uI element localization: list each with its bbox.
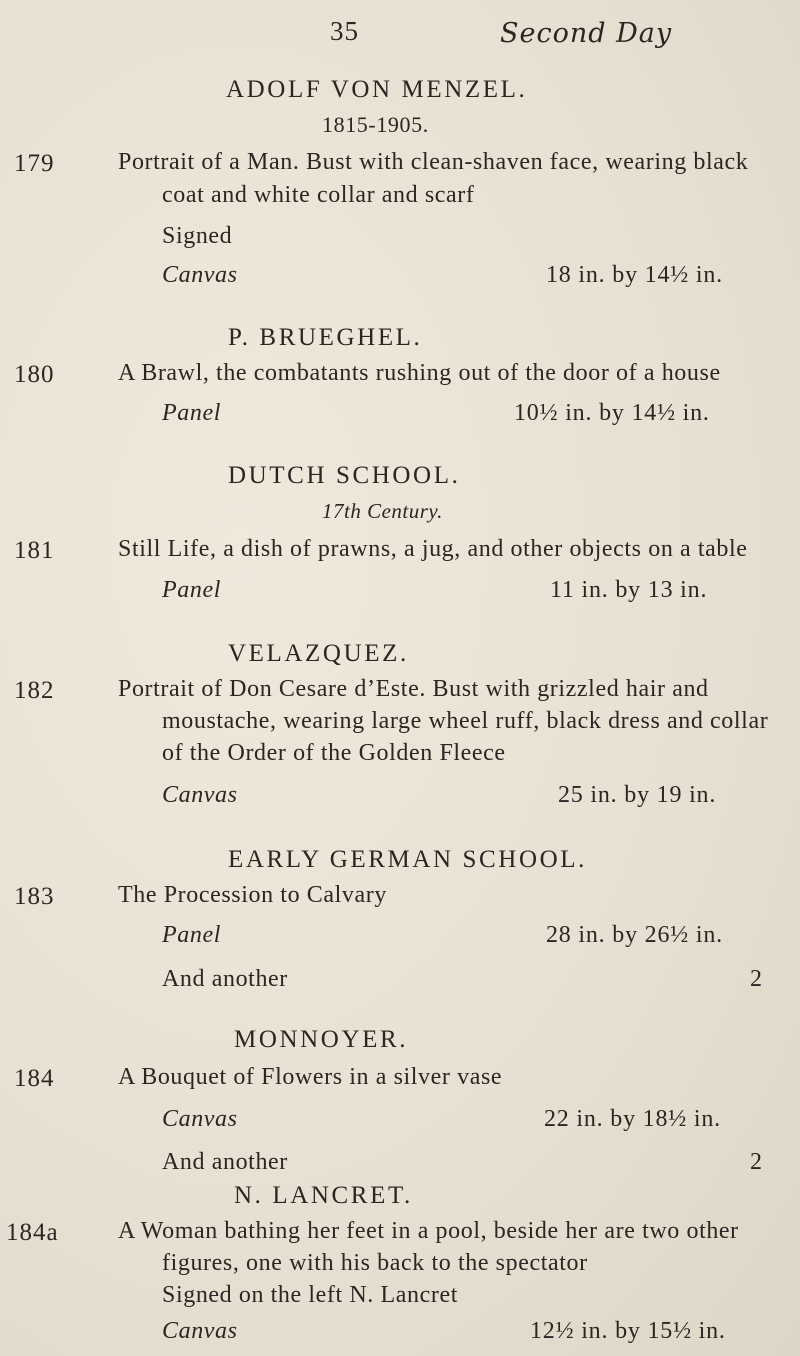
lot-size: 18 in. by 14½ in. [546,262,723,288]
artist-heading: DUTCH SCHOOL. [228,462,461,489]
page-number: 35 [330,16,359,46]
artist-heading: EARLY GERMAN SCHOOL. [228,846,587,873]
lot-medium: Panel [162,922,221,948]
lot-medium: Panel [162,400,221,426]
lot-medium: Canvas [162,1106,238,1132]
lot-title: A Bouquet of Flowers in a silver vase [118,1064,503,1090]
lot-medium: Canvas [162,782,238,808]
lot-signature: Signed on the left N. Lancret [162,1282,458,1308]
century-label: 17th Century. [322,499,443,523]
lot-size: 10½ in. by 14½ in. [514,400,710,426]
artist-heading: ADOLF VON MENZEL. [226,76,528,103]
artist-heading: VELAZQUEZ. [228,640,409,667]
lot-size: 12½ in. by 15½ in. [530,1318,726,1344]
lot-number: 179 [14,150,55,177]
lot-number: 183 [14,883,55,910]
artist-dates: 1815-1905. [322,112,429,137]
lot-description: figures, one with his back to the spectator [162,1250,588,1276]
another-quantity: 2 [750,1149,762,1175]
lot-medium: Panel [162,577,221,603]
day-label: Second Day [500,18,673,49]
lot-size: 25 in. by 19 in. [558,782,717,808]
lot-size: 28 in. by 26½ in. [546,922,723,948]
lot-description-cont: of the Order of the Golden Fleece [162,740,506,766]
artist-heading: N. LANCRET. [234,1182,413,1209]
lot-number: 181 [14,537,55,564]
lot-size: 11 in. by 13 in. [550,577,708,603]
lot-number: 180 [14,361,55,388]
another-label: And another [162,1149,288,1175]
lot-title: Portrait of Don Cesare d’Este. Bust with grizzled hair and [118,676,709,702]
lot-signature: Signed [162,223,233,249]
lot-number: 184 [14,1065,55,1092]
lot-number: 184a [6,1219,59,1246]
lot-description: moustache, wearing large wheel ruff, black dress and collar [162,708,769,734]
lot-size: 22 in. by 18½ in. [544,1106,721,1132]
another-quantity: 2 [750,966,762,992]
lot-medium: Canvas [162,262,238,288]
artist-heading: MONNOYER. [234,1026,409,1053]
lot-description: coat and white collar and scarf [162,182,475,208]
lot-title: A Brawl, the combatants rushing out of the door of a house [118,360,721,386]
lot-title: Still Life, a dish of prawns, a jug, and other objects on a table [118,536,748,562]
another-label: And another [162,966,288,992]
lot-title: The Procession to Calvary [118,882,387,908]
artist-heading: P. BRUEGHEL. [228,324,423,351]
lot-title: Portrait of a Man. Bust with clean-shaven face, wearing black [118,149,749,175]
lot-medium: Canvas [162,1318,238,1344]
lot-title: A Woman bathing her feet in a pool, beside her are two other [118,1218,739,1244]
lot-number: 182 [14,677,55,704]
